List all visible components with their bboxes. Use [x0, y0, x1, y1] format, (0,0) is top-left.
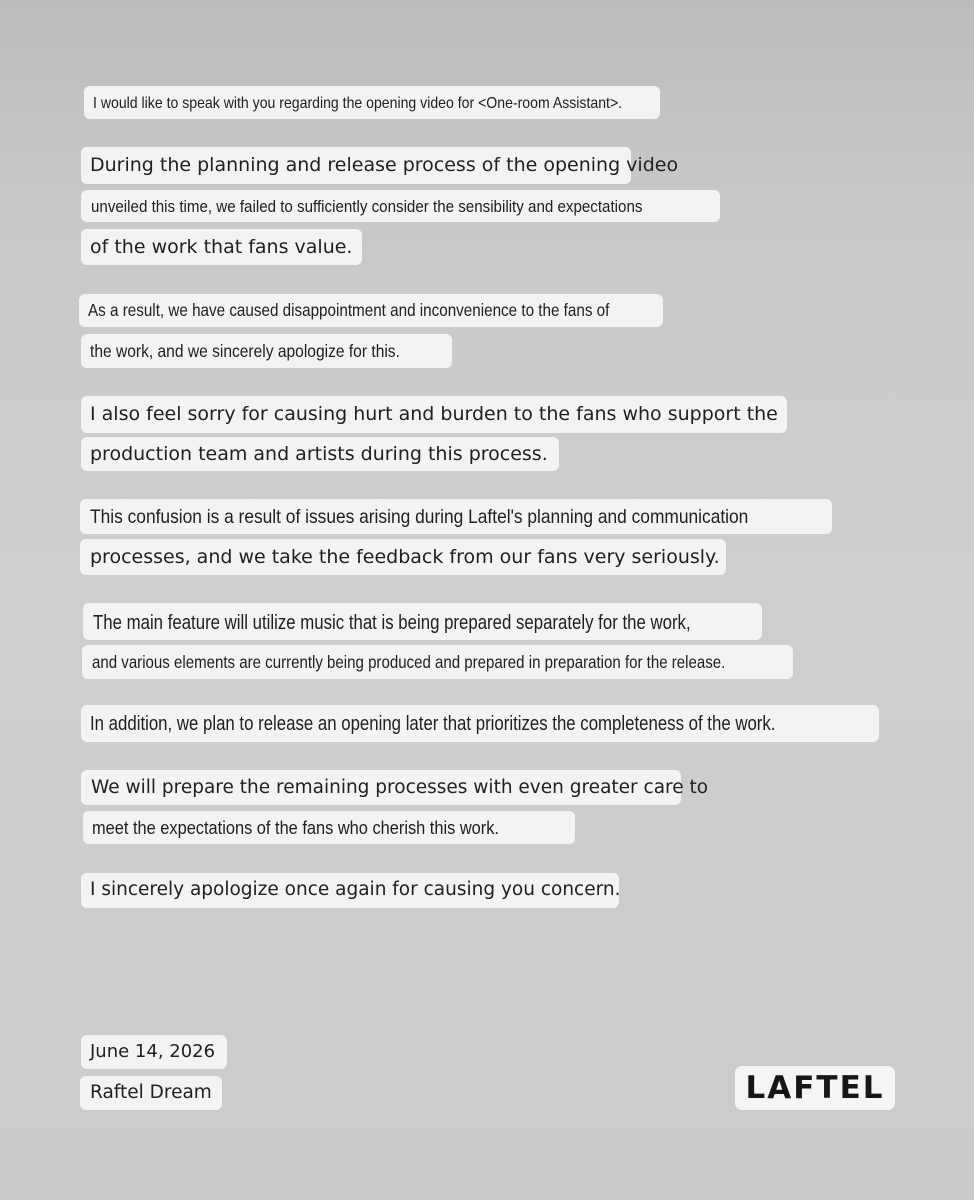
p7-line-2: meet the expectations of the fans who cherish this work.: [83, 811, 575, 844]
p1-line-2: unveiled this time, we failed to sufficiently consider the sensibility and expectations: [81, 190, 720, 222]
laftel-logo: [735, 1066, 895, 1110]
date-label: June 14, 2026: [81, 1035, 227, 1069]
p3-line-1: I also feel sorry for causing hurt and burden to the fans who support the: [81, 396, 787, 433]
p4-line-1: This confusion is a result of issues arising during Laftel's planning and communication: [80, 499, 832, 534]
p8-line: I sincerely apologize once again for causing you concern.: [81, 873, 619, 908]
signature-label: Raftel Dream: [80, 1076, 222, 1110]
p5-line-1: The main feature will utilize music that is being prepared separately for the work,: [83, 603, 762, 640]
p4-line-2: processes, and we take the feedback from our fans very seriously.: [80, 539, 726, 575]
p5-line-2: and various elements are currently being produced and prepared in preparation for the release.: [82, 645, 793, 679]
p2-line-2: the work, and we sincerely apologize for this.: [81, 334, 452, 368]
p2-line-1: As a result, we have caused disappointment and inconvenience to the fans of: [79, 294, 663, 327]
intro-text: I would like to speak with you regarding the opening video for <One-room Assistant>.: [93, 95, 623, 112]
p6-line: In addition, we plan to release an opening later that prioritizes the completeness of the work.: [81, 705, 879, 742]
p1-line-3: of the work that fans value.: [81, 229, 362, 265]
intro-line: [84, 86, 660, 119]
p3-line-2: production team and artists during this process.: [81, 437, 559, 471]
p7-line-1: We will prepare the remaining processes with even greater care to: [81, 770, 681, 805]
laftel-logo-text: LAFTEL: [745, 1070, 885, 1106]
p1-line-1: During the planning and release process of the opening video: [81, 147, 631, 184]
